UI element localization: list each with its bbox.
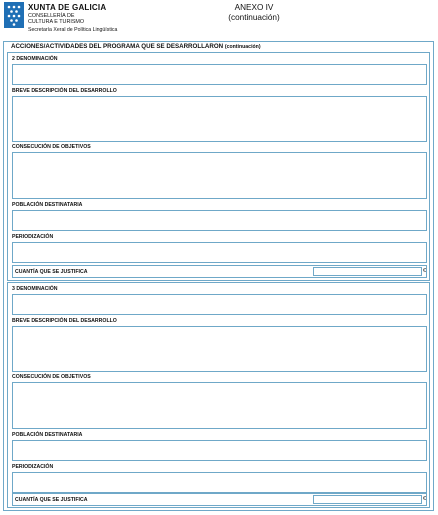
euro-symbol: € xyxy=(423,496,427,502)
form-title xyxy=(11,43,261,50)
consellaria-line-2: CULTURA E TURISMO xyxy=(28,19,85,25)
poblacion-field[interactable] xyxy=(12,210,427,231)
activity-section-2 xyxy=(7,52,430,281)
denominacion-field[interactable] xyxy=(12,64,427,85)
annex-title: ANEXO IV xyxy=(234,3,274,12)
descripcion-field[interactable] xyxy=(12,326,427,372)
activity-section-3 xyxy=(7,282,430,508)
form-title-suffix: (continuación) xyxy=(224,44,261,50)
denominacion-label: 3 DENOMINACIÓN xyxy=(12,286,58,292)
annex-subtitle: (continuación) xyxy=(228,12,280,22)
cuantia-label: CUANTÍA QUE SE JUSTIFICA xyxy=(15,269,88,275)
cuantia-row xyxy=(12,493,427,506)
objetivos-field[interactable] xyxy=(12,152,427,199)
xunta-logo-icon xyxy=(4,2,24,28)
objetivos-field[interactable] xyxy=(12,382,427,429)
periodizacion-label: PERIODIZACIÓN xyxy=(12,464,54,470)
form-frame xyxy=(3,41,434,511)
consellaria-line-1: CONSELLERÍA DE xyxy=(28,13,75,19)
objetivos-label: CONSECUCIÓN DE OBJETIVOS xyxy=(12,374,91,380)
poblacion-label: POBLACIÓN DESTINATARIA xyxy=(12,432,83,438)
cuantia-field[interactable] xyxy=(313,267,422,276)
periodizacion-field[interactable] xyxy=(12,472,427,493)
page-header xyxy=(4,2,434,38)
poblacion-field[interactable] xyxy=(12,440,427,461)
descripcion-field[interactable] xyxy=(12,96,427,142)
org-name: XUNTA DE GALICIA xyxy=(28,3,107,12)
cuantia-field[interactable] xyxy=(313,495,422,504)
secretaria-name: Secretaría Xeral de Política Lingüística xyxy=(28,27,118,33)
periodizacion-field[interactable] xyxy=(12,242,427,263)
descripcion-label: BREVE DESCRIPCIÓN DEL DESARROLLO xyxy=(12,88,117,94)
denominacion-field[interactable] xyxy=(12,294,427,315)
form-title-text: ACCIONES/ACTIVIDADES DEL PROGRAMA QUE SE DESARROLLARON xyxy=(11,43,224,50)
cuantia-row xyxy=(12,265,427,278)
objetivos-label: CONSECUCIÓN DE OBJETIVOS xyxy=(12,144,91,150)
periodizacion-label: PERIODIZACIÓN xyxy=(12,234,54,240)
descripcion-label: BREVE DESCRIPCIÓN DEL DESARROLLO xyxy=(12,318,117,324)
poblacion-label: POBLACIÓN DESTINATARIA xyxy=(12,202,83,208)
euro-symbol: € xyxy=(423,268,427,274)
annex-heading xyxy=(194,3,314,22)
consellaria-name xyxy=(28,13,84,25)
cuantia-label: CUANTÍA QUE SE JUSTIFICA xyxy=(15,497,88,503)
denominacion-label: 2 DENOMINACIÓN xyxy=(12,56,58,62)
